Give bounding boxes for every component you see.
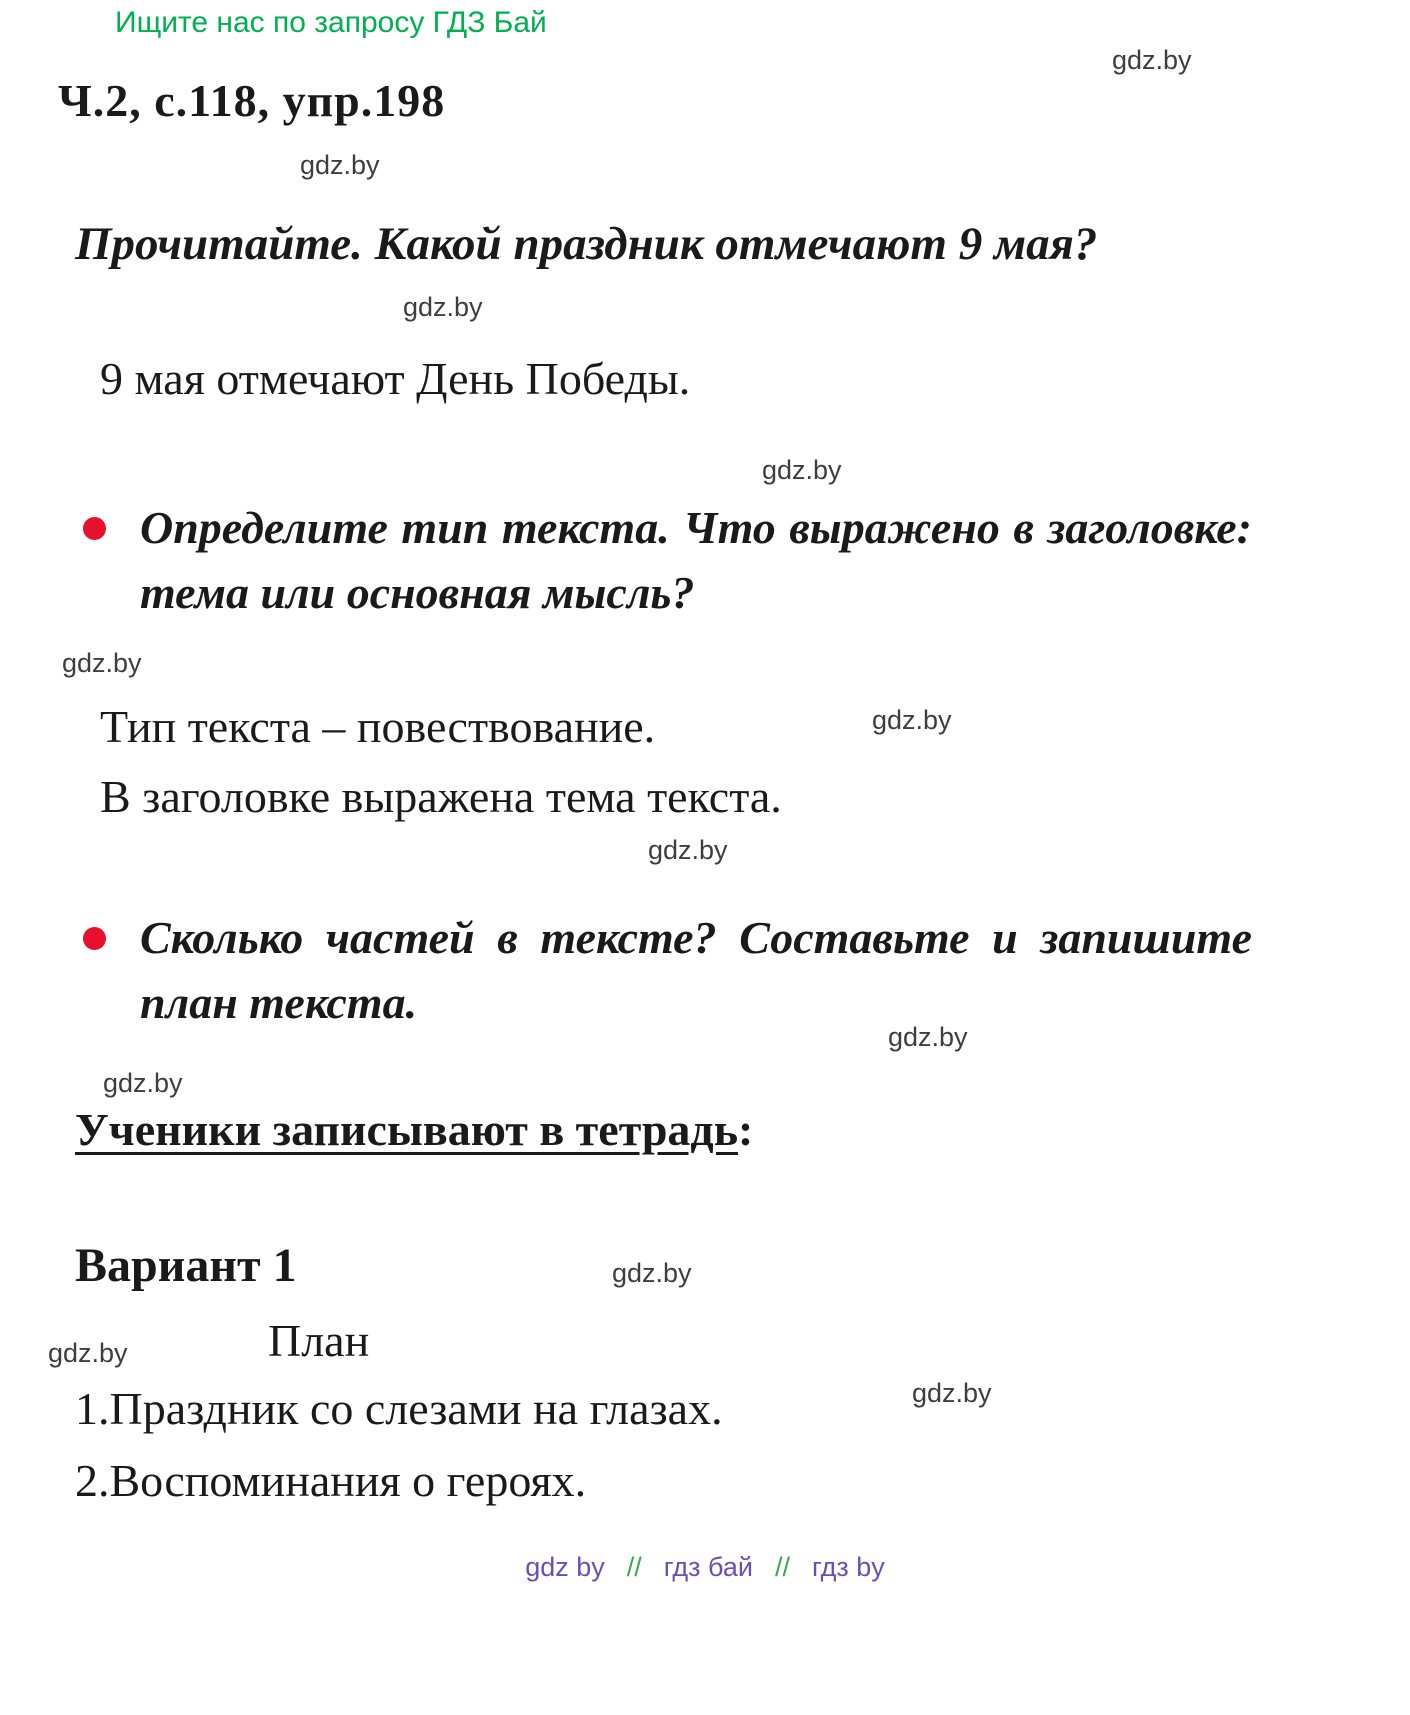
- task-question-3: Сколько частей в тексте? Составьте и запишите план текста.: [140, 912, 1252, 1028]
- footer-segment: гдз бай: [663, 1552, 753, 1582]
- gdz-watermark: gdz.by: [62, 648, 142, 678]
- gdz-watermark: gdz.by: [300, 150, 380, 180]
- gdz-watermark: gdz.by: [103, 1068, 183, 1098]
- red-bullet-icon: [83, 927, 106, 950]
- footer-links: [0, 1552, 1410, 1583]
- answer-2-line-1: Тип текста – повествование.: [100, 701, 656, 752]
- plan-item-2: 2.Воспоминания о героях.: [75, 1455, 587, 1506]
- gdz-watermark: gdz.by: [912, 1378, 992, 1408]
- gdz-watermark: gdz.by: [48, 1338, 128, 1368]
- promo-banner: Ищите нас по запросу ГДЗ Бай: [115, 6, 547, 39]
- note-heading: [75, 1103, 753, 1156]
- task-question-2: Определите тип текста. Что выражено в заголовке: тема или основная мысль?: [140, 502, 1252, 618]
- gdz-watermark: gdz.by: [1112, 45, 1192, 75]
- answer-1: 9 мая отмечают День Победы.: [100, 353, 691, 404]
- footer-segment: гдз by: [812, 1552, 885, 1582]
- plan-item-1: 1.Праздник со слезами на глазах.: [75, 1383, 723, 1434]
- note-heading-text: Ученики записывают в тетрадь: [75, 1104, 739, 1155]
- variant-heading: Вариант 1: [75, 1239, 297, 1292]
- exercise-header: Ч.2, с.118, упр.198: [58, 75, 446, 126]
- answer-2-line-2: В заголовке выражена тема текста.: [100, 771, 782, 822]
- plan-title: План: [268, 1315, 370, 1366]
- footer-separator: //: [626, 1552, 642, 1582]
- gdz-watermark: gdz.by: [612, 1258, 692, 1288]
- gdz-watermark: gdz.by: [762, 455, 842, 485]
- footer-segment: gdz by: [525, 1552, 605, 1582]
- gdz-watermark: gdz.by: [872, 705, 952, 735]
- note-heading-colon: :: [738, 1104, 754, 1155]
- task-question-1: Прочитайте. Какой праздник отмечают 9 мая?: [75, 218, 1098, 270]
- gdz-watermark: gdz.by: [648, 835, 728, 865]
- gdz-watermark: gdz.by: [888, 1022, 968, 1052]
- footer-separator: //: [774, 1552, 790, 1582]
- red-bullet-icon: [83, 517, 106, 540]
- gdz-watermark: gdz.by: [403, 292, 483, 322]
